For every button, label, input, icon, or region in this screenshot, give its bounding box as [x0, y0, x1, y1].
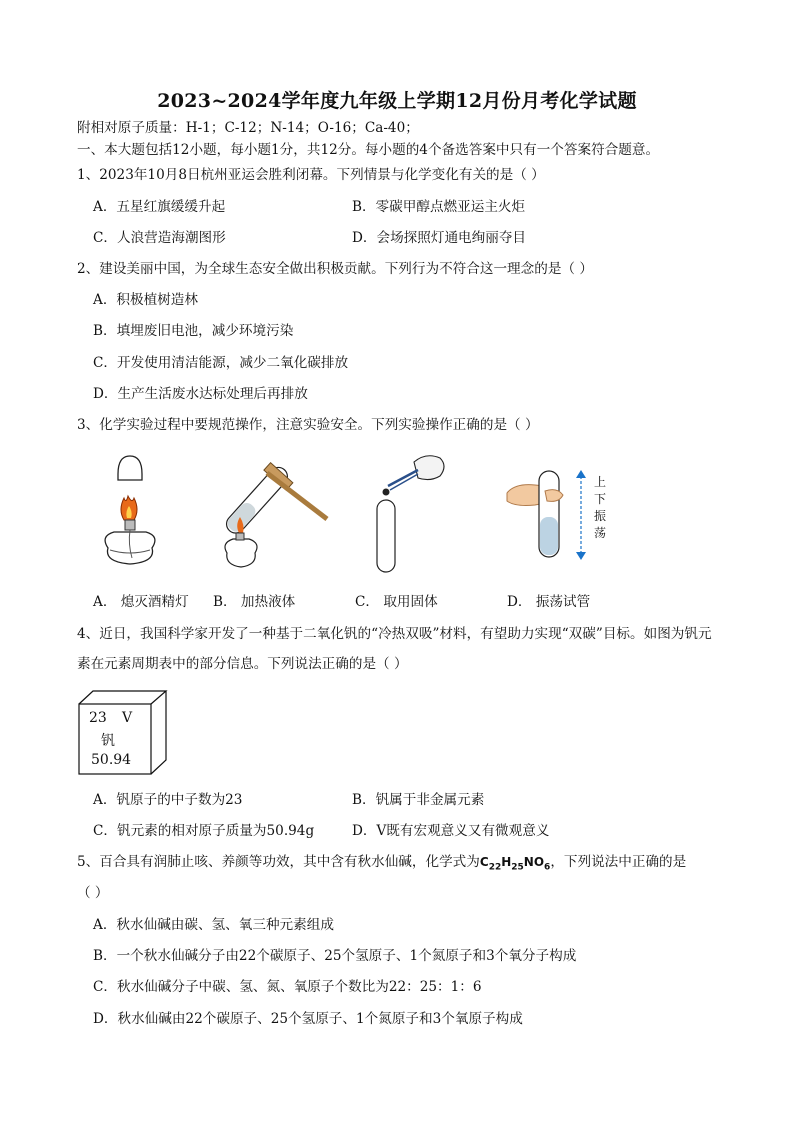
question-5-option-d: D．秋水仙碱由22个碳原子、25个氢原子、1个氮原子和3个氧原子构成 — [93, 1011, 523, 1027]
question-5-option-b: B．一个秋水仙碱分子由22个碳原子、25个氢原子、1个氮原子和3个氧分子构成 — [93, 948, 577, 964]
shake-label-2: 下 — [594, 492, 607, 506]
question-5-stem-line-1 — [77, 853, 686, 876]
question-3-option-b: B． 加热液体 — [213, 594, 296, 610]
shake-label-1: 上 — [594, 475, 607, 489]
question-4-option-a: A．钒原子的中子数为23 — [93, 792, 243, 808]
question-5-option-a: A．秋水仙碱由碳、氢、氧三种元素组成 — [93, 917, 334, 933]
question-3-stem: 3、化学实验过程中要规范操作，注意实验安全。下列实验操作正确的是（ ） — [77, 417, 539, 433]
question-2-option-b: B．填埋废旧电池，减少环境污染 — [93, 323, 294, 339]
question-2-option-a: A．积极植树造林 — [93, 292, 198, 308]
formula-c: C — [479, 855, 489, 869]
formula-c-sub: 22 — [488, 862, 502, 873]
question-4-stem-line-1: 4、近日，我国科学家开发了一种基于二氧化钒的“冷热双吸”材料，有望助力实现“双碳”目标。如图为钒元 — [77, 626, 712, 642]
question-5-stem-tail: ，下列说法中正确的是 — [550, 854, 687, 870]
question-1-option-b: B．零碳甲醇点燃亚运主火炬 — [352, 199, 526, 215]
element-atomic-number: 23 — [89, 710, 107, 726]
question-3-option-a: A． 熄灭酒精灯 — [93, 594, 189, 610]
alcohol-lamp-cap-illustration — [90, 452, 170, 582]
question-2-stem: 2、建设美丽中国，为全球生态安全做出积极贡献。下列行为不符合这一理念的是（ ） — [77, 261, 593, 277]
up-down-arrow-icon — [574, 470, 588, 560]
element-name: 钒 — [101, 733, 115, 749]
taking-solid-illustration — [360, 448, 460, 578]
question-2-option-d: D．生产生活废水达标处理后再排放 — [93, 386, 308, 402]
question-1-option-c: C．人浪营造海潮图形 — [93, 230, 226, 246]
atomic-masses-note: 附相对原子质量：H-1；C-12；N-14；O-16；Ca-40； — [77, 120, 419, 136]
shake-label-4: 荡 — [594, 526, 607, 540]
page-title: 2023~2024学年度九年级上学期12月份月考化学试题 — [157, 90, 637, 112]
question-3-option-d: D． 振荡试管 — [507, 594, 591, 610]
heating-liquid-illustration — [215, 455, 335, 580]
shake-label-3: 振 — [594, 509, 607, 523]
question-4-stem-line-2: 素在元素周期表中的部分信息。下列说法正确的是（ ） — [77, 656, 408, 672]
question-2-option-c: C．开发使用清洁能源，减少二氧化碳排放 — [93, 355, 349, 371]
formula-o-sub: 6 — [544, 862, 551, 873]
formula-h-sub: 25 — [511, 862, 524, 873]
question-4-option-d: D．V既有宏观意义又有微观意义 — [352, 823, 550, 839]
question-4-option-c: C．钒元素的相对原子质量为50.94g — [93, 823, 315, 839]
question-1-option-d: D．会场探照灯通电绚丽夺目 — [352, 230, 527, 246]
formula-h: H — [501, 855, 512, 869]
question-1-option-a: A．五星红旗缓缓升起 — [93, 199, 226, 215]
element-symbol: V — [122, 710, 133, 726]
question-3-option-c: C． 取用固体 — [355, 594, 438, 610]
question-5-option-c: C．秋水仙碱分子中碳、氢、氮、氧原子个数比为22：25：1：6 — [93, 979, 482, 995]
element-atomic-mass: 50.94 — [91, 752, 132, 768]
chemical-formula — [479, 855, 551, 873]
question-5-stem-line-2: （ ） — [77, 885, 109, 901]
section-one-instructions: 一、本大题包括12小题，每小题1分，共12分。每小题的4个备选答案中只有一个答案符合题意。 — [77, 142, 660, 158]
formula-no: NO — [523, 855, 545, 869]
question-1-stem: 1、2023年10月8日杭州亚运会胜利闭幕。下列情景与化学变化有关的是（ ） — [77, 167, 545, 183]
question-5-stem-text: 5、百合具有润肺止咳、养颜等功效，其中含有秋水仙碱，化学式为 — [77, 854, 480, 870]
question-4-option-b: B．钒属于非金属元素 — [352, 792, 485, 808]
